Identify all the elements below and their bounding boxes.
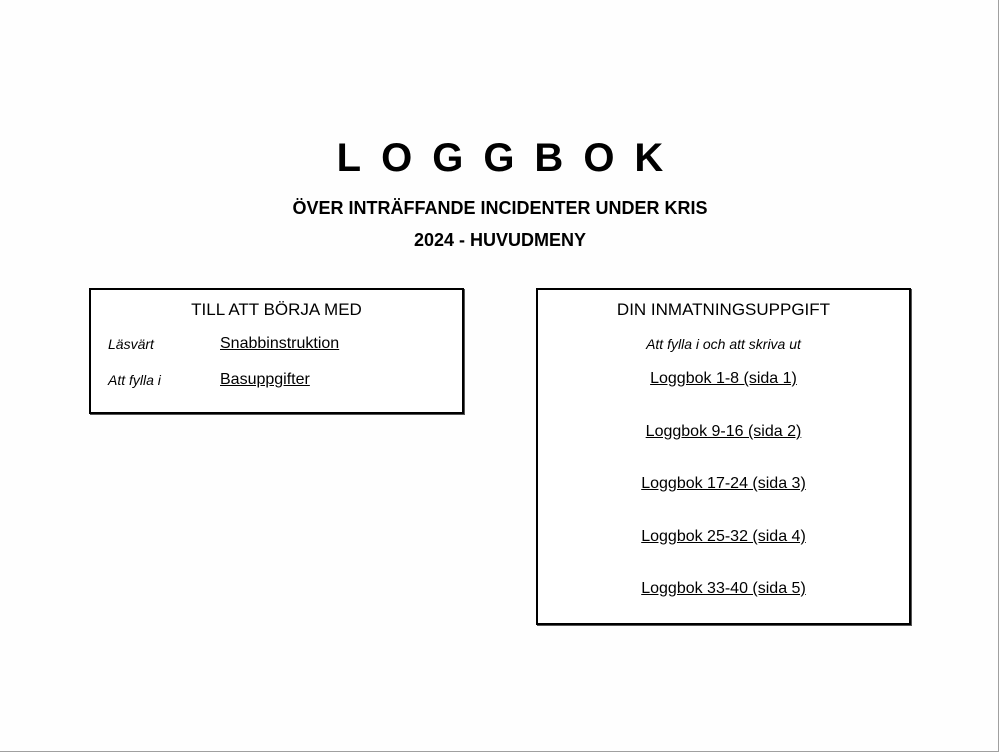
- loggbok-link-2[interactable]: Loggbok 9-16 (sida 2): [645, 423, 802, 440]
- input-box: [536, 288, 911, 625]
- loggbok-link-3[interactable]: Loggbok 17-24 (sida 3): [641, 475, 806, 492]
- row-label: Läsvärt: [108, 336, 154, 352]
- row-label: Att fylla i: [108, 372, 161, 388]
- loggbok-link-5[interactable]: Loggbok 33-40 (sida 5): [641, 580, 806, 597]
- page-subtitle: ÖVER INTRÄFFANDE INCIDENTER UNDER KRIS: [292, 198, 708, 218]
- start-box: [89, 288, 464, 414]
- loggbok-link-4[interactable]: Loggbok 25-32 (sida 4): [641, 528, 806, 545]
- page-title: LOGGBOK: [336, 136, 684, 180]
- input-box-note: Att fylla i och att skriva ut: [646, 336, 801, 352]
- snabbinstruktion-link[interactable]: Snabbinstruktion: [220, 335, 340, 352]
- basuppgifter-link[interactable]: Basuppgifter: [220, 371, 310, 388]
- start-box-heading: TILL ATT BÖRJA MED: [191, 300, 362, 319]
- input-box-heading: DIN INMATNINGSUPPGIFT: [616, 300, 831, 319]
- menu-heading: 2024 - HUVUDMENY: [413, 230, 587, 250]
- loggbok-link-1[interactable]: Loggbok 1-8 (sida 1): [650, 370, 797, 387]
